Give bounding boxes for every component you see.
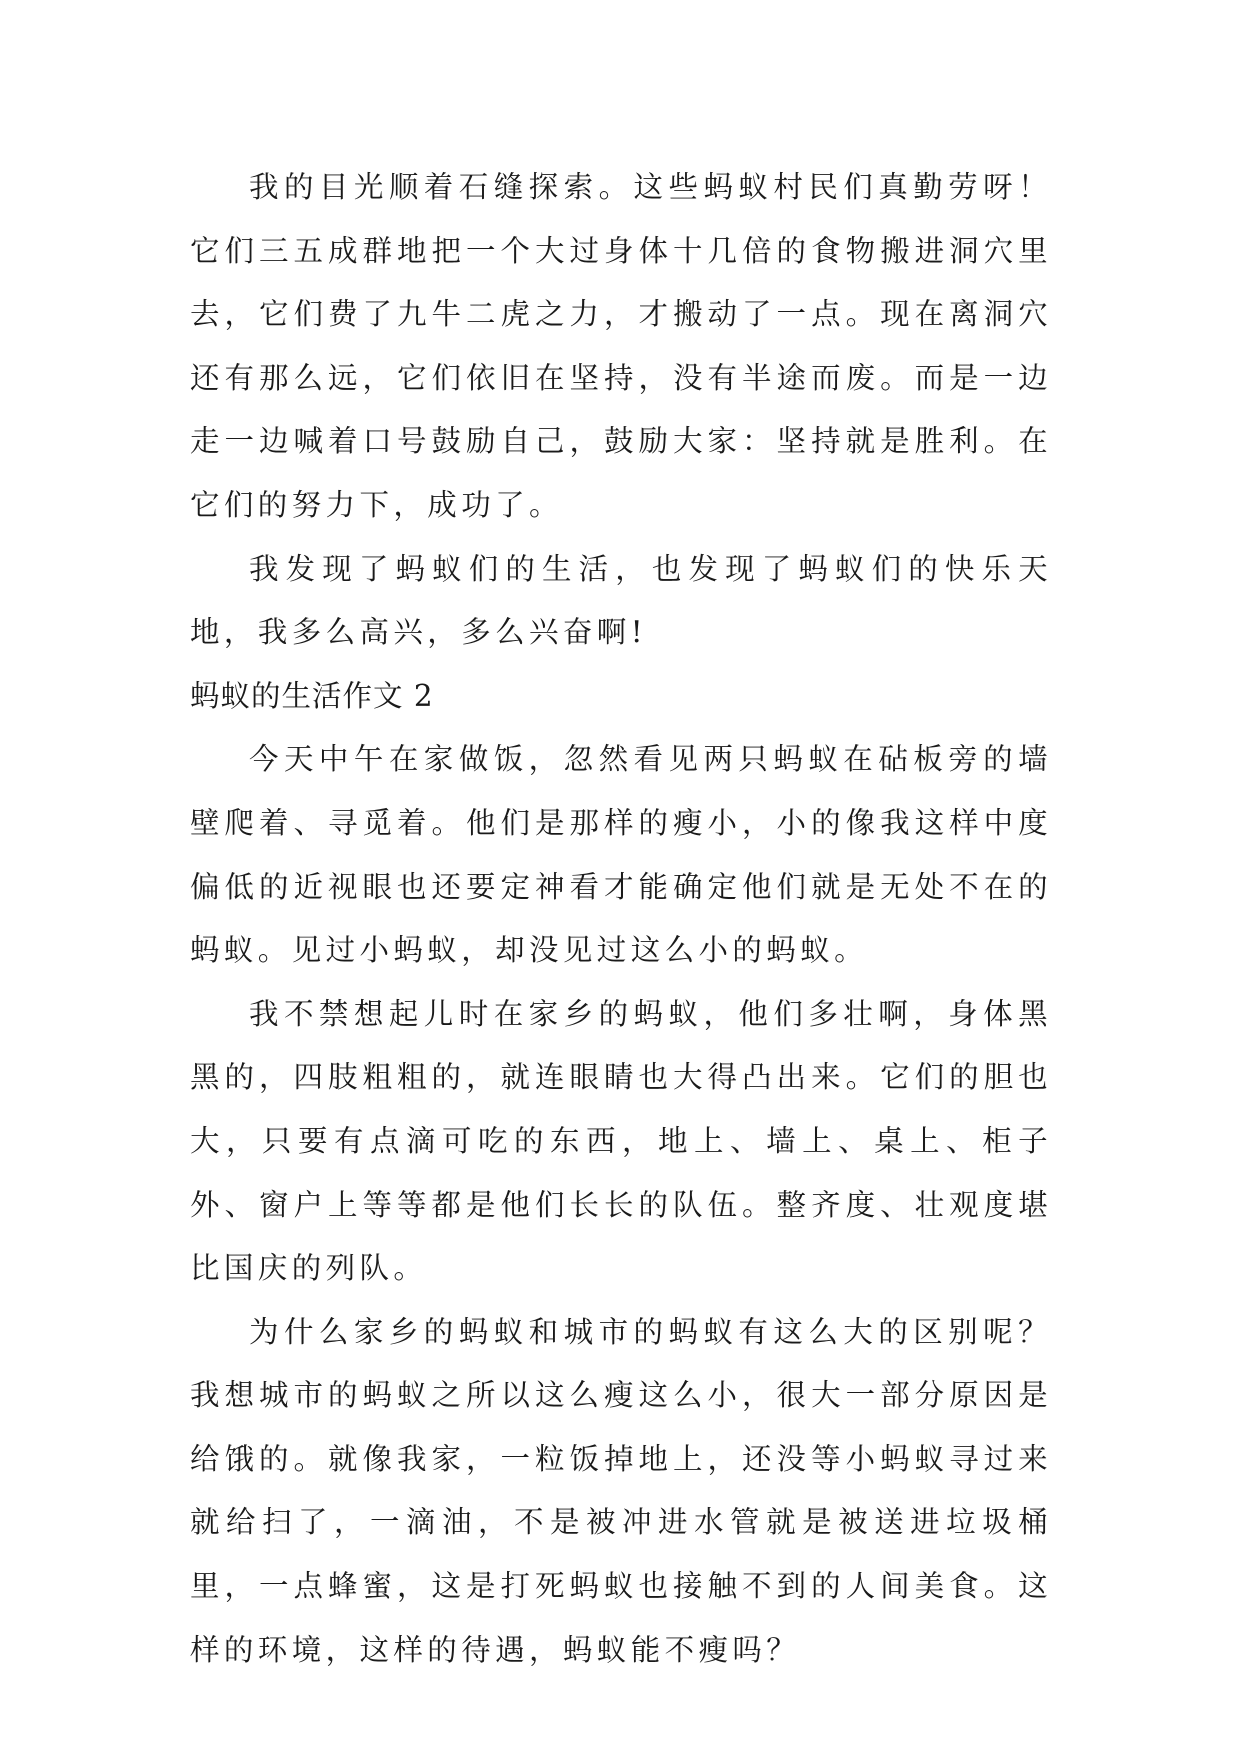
paragraph-kitchen-ants: 今天中午在家做饭，忽然看见两只蚂蚁在砧板旁的墙壁爬着、寻觅着。他们是那样的瘦小，小的像我这样中度偏低的近视眼也还要定神看才能确定他们就是无处不在的蚂蚁。见过小蚂蚁，却没见过这么小的蚂蚁。 [190,742,1052,968]
paragraph-discovery: 我发现了蚂蚁们的生活，也发现了蚂蚁们的快乐天地，我多么高兴，多么兴奋啊! [190,551,1052,650]
paragraph-ant-villagers: 我的目光顺着石缝探索。这些蚂蚁村民们真勤劳呀！它们三五成群地把一个大过身体十几倍的食物搬进洞穴里去，它们费了九牛二虎之力，才搬动了一点。现在离洞穴还有那么远，它们依旧在坚持，没有半途而废。而是一边走一边喊着口号鼓励自己，鼓励大家：坚持就是胜利。在它们的努力下，成功了。 [190,170,1052,522]
document-body [190,156,1052,1682]
paragraph-hometown-ants: 我不禁想起儿时在家乡的蚂蚁，他们多壮啊，身体黑黑的，四肢粗粗的，就连眼睛也大得凸出来。它们的胆也大，只要有点滴可吃的东西，地上、墙上、桌上、柜子外、窗户上等等都是他们长长的队伍。整齐度、壮观度堪比国庆的列队。 [190,996,1052,1286]
section-heading: 蚂蚁的生活作文 2 [190,678,434,713]
paragraph-city-vs-hometown: 为什么家乡的蚂蚁和城市的蚂蚁有这么大的区别呢？我想城市的蚂蚁之所以这么瘦这么小，很大一部分原因是给饿的。就像我家，一粒饭掉地上，还没等小蚂蚁寻过来就给扫了，一滴油，不是被冲进水管就是被送进垃圾桶里，一点蜂蜜，这是打死蚂蚁也接触不到的人间美食。这样的环境，这样的待遇，蚂蚁能不瘦吗？ [190,1314,1052,1667]
